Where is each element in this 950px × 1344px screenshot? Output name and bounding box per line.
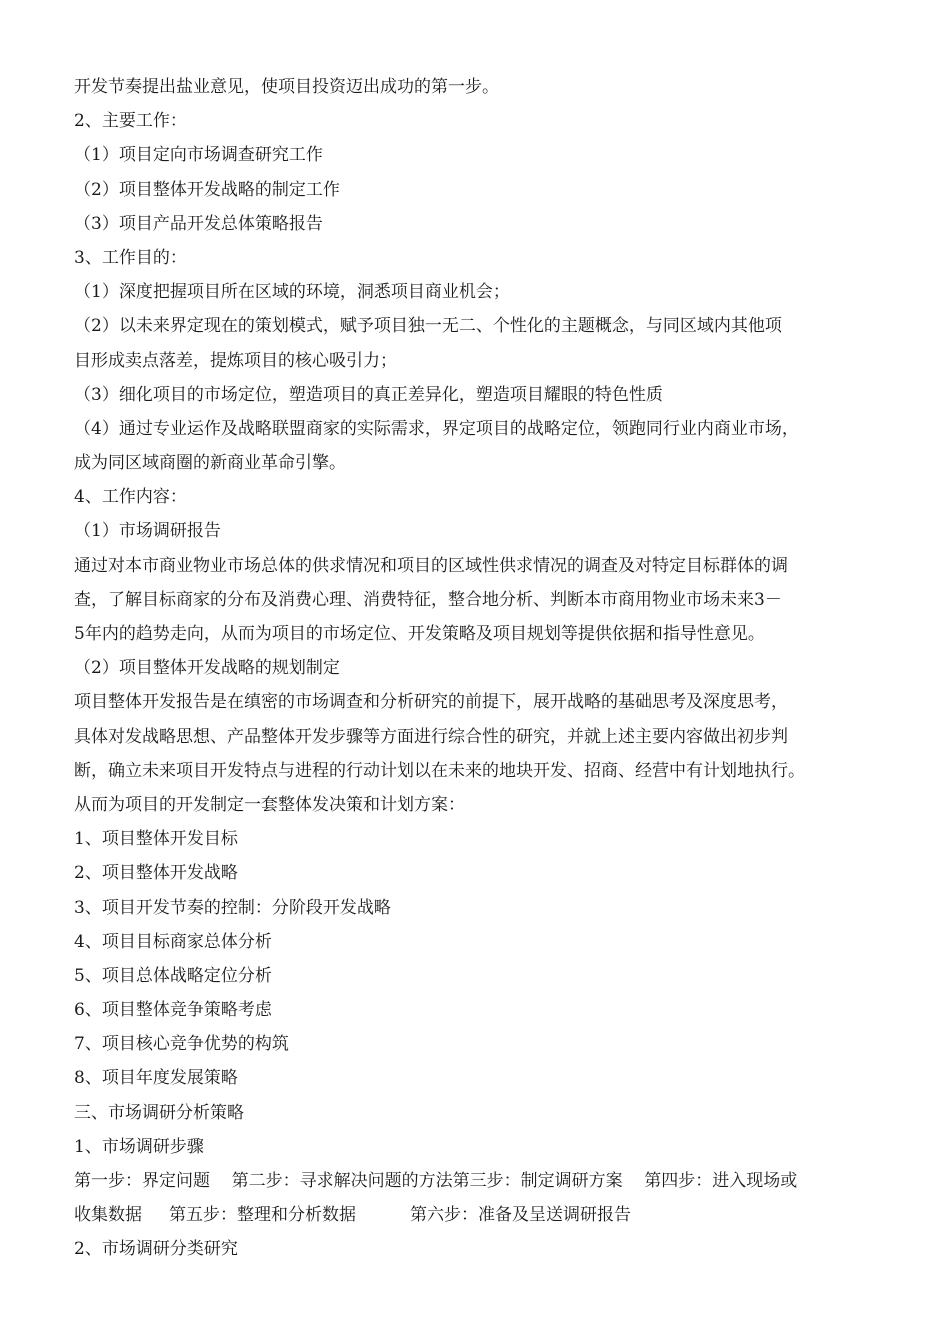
section-heading: 4、工作内容： bbox=[74, 487, 187, 508]
section-heading: 1、市场调研步骤 bbox=[74, 1136, 204, 1157]
text-line: 成为同区域商圈的新商业革命引擎。 bbox=[74, 453, 346, 474]
list-item: （4）通过专业运作及战略联盟商家的实际需求，界定项目的战略定位，领跑同行业内商业市场， bbox=[74, 418, 799, 439]
list-item: （2）以未来界定现在的策划模式，赋予项目独一无二、个性化的主题概念，与同区域内其他项 bbox=[74, 316, 782, 337]
text-line: 项目整体开发报告是在缜密的市场调查和分析研究的前提下，展开战略的基础思考及深度思考， bbox=[74, 692, 788, 713]
text-line: 通过对本市商业物业市场总体的供求情况和项目的区域性供求情况的调查及对特定目标群体的调 bbox=[74, 555, 788, 576]
text-line: 5年内的趋势走向，从而为项目的市场定位、开发策略及项目规划等提供依据和指导性意见。 bbox=[74, 624, 765, 644]
list-item: 7、项目核心竞争优势的构筑 bbox=[74, 1034, 289, 1055]
list-item: （3）细化项目的市场定位，塑造项目的真正差异化，塑造项目耀眼的特色性质 bbox=[74, 384, 663, 405]
text-line: 第一步：界定问题 第二步：寻求解决问题的方法第三步：制定调研方案 第四步：进入现场或 bbox=[74, 1171, 798, 1191]
text-line: 开发节奏提出盐业意见，使项目投资迈出成功的第一步。 bbox=[74, 77, 499, 97]
document-page bbox=[74, 70, 892, 1267]
text-line: 收集数据 第五步：整理和分析数据 第六步：准备及呈送调研报告 bbox=[74, 1205, 632, 1226]
list-item: （3）项目产品开发总体策略报告 bbox=[74, 213, 323, 234]
list-item: （2）项目整体开发战略的制定工作 bbox=[74, 179, 340, 200]
text-line: 具体对发战略思想、产品整体开发步骤等方面进行综合性的研究，并就上述主要内容做出初步判 bbox=[74, 726, 788, 747]
text-line: 从而为项目的开发制定一套整体发决策和计划方案： bbox=[74, 794, 465, 815]
text-line: 查，了解目标商家的分布及消费心理、消费特征，整合地分析、判断本市商用物业市场未来3－ bbox=[74, 589, 782, 610]
section-heading: 2、主要工作： bbox=[74, 111, 187, 132]
list-item: （1）市场调研报告 bbox=[74, 521, 221, 542]
text-line: 断，确立未来项目开发特点与进程的行动计划以在未来的地块开发、招商、经营中有计划地执行。 bbox=[74, 760, 805, 781]
section-heading: 3、工作目的： bbox=[74, 247, 187, 268]
section-heading: 三、市场调研分析策略 bbox=[74, 1102, 244, 1123]
list-item: 2、项目整体开发战略 bbox=[74, 863, 238, 884]
section-heading: 2、市场调研分类研究 bbox=[74, 1239, 238, 1260]
list-item: 6、项目整体竞争策略考虑 bbox=[74, 1000, 272, 1021]
list-item: 3、项目开发节奏的控制：分阶段开发战略 bbox=[74, 897, 391, 918]
text-line: 目形成卖点落差，提炼项目的核心吸引力； bbox=[74, 350, 397, 371]
list-item: （1）项目定向市场调查研究工作 bbox=[74, 145, 323, 166]
list-item: 5、项目总体战略定位分析 bbox=[74, 965, 272, 986]
list-item: 1、项目整体开发目标 bbox=[74, 829, 238, 850]
list-item: 8、项目年度发展策略 bbox=[74, 1068, 238, 1089]
list-item: 4、项目目标商家总体分析 bbox=[74, 931, 272, 952]
list-item: （1）深度把握项目所在区域的环境，洞悉项目商业机会； bbox=[74, 282, 510, 303]
list-item: （2）项目整体开发战略的规划制定 bbox=[74, 658, 340, 679]
